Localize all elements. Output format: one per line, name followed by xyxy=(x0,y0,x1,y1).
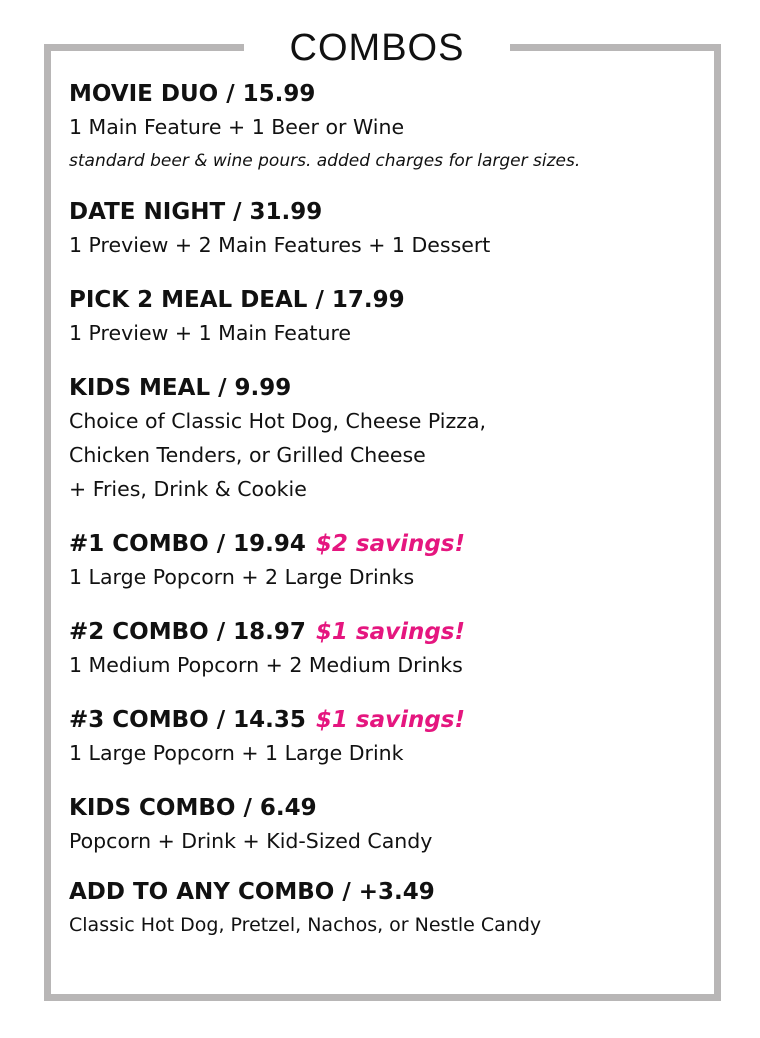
item-title: PICK 2 MEAL DEAL / 17.99 xyxy=(69,287,405,313)
menu-item-combo-2 xyxy=(69,616,699,682)
savings-badge: $1 savings! xyxy=(315,707,465,733)
item-title-row xyxy=(69,528,699,560)
item-description: 1 Preview + 2 Main Features + 1 Dessert xyxy=(69,233,491,257)
menu-title: COMBOS xyxy=(289,27,465,69)
menu-content xyxy=(69,78,699,942)
item-description: 1 Large Popcorn + 2 Large Drinks xyxy=(69,565,415,589)
item-title: #1 COMBO / 19.94 xyxy=(69,531,306,557)
item-description-line-2: Chicken Tenders, or Grilled Cheese xyxy=(69,443,426,467)
item-description: 1 Medium Popcorn + 2 Medium Drinks xyxy=(69,653,463,677)
item-description: Popcorn + Drink + Kid-Sized Candy xyxy=(69,829,433,853)
item-title: #2 COMBO / 18.97 xyxy=(69,619,306,645)
item-description: 1 Preview + 1 Main Feature xyxy=(69,321,352,345)
menu-item-add-to-any-combo xyxy=(69,876,699,942)
menu-item-kids-combo xyxy=(69,792,699,858)
menu-item-combo-3 xyxy=(69,704,699,770)
menu-item-combo-1 xyxy=(69,528,699,594)
menu-item-movie-duo xyxy=(69,78,699,178)
item-title: KIDS COMBO / 6.49 xyxy=(69,795,317,821)
item-description-line-1: Choice of Classic Hot Dog, Cheese Pizza, xyxy=(69,409,487,433)
savings-badge: $1 savings! xyxy=(315,619,465,645)
item-note: standard beer & wine pours. added charges for larger sizes. xyxy=(69,151,581,171)
item-title: ADD TO ANY COMBO / +3.49 xyxy=(69,879,435,905)
item-description: 1 Large Popcorn + 1 Large Drink xyxy=(69,741,404,765)
menu-item-date-night xyxy=(69,196,699,262)
item-title: DATE NIGHT / 31.99 xyxy=(69,199,323,225)
item-title: KIDS MEAL / 9.99 xyxy=(69,375,292,401)
item-description-line-3: + Fries, Drink & Cookie xyxy=(69,477,307,501)
item-description: 1 Main Feature + 1 Beer or Wine xyxy=(69,115,405,139)
savings-badge: $2 savings! xyxy=(315,531,465,557)
item-title-row xyxy=(69,616,699,648)
item-title: #3 COMBO / 14.35 xyxy=(69,707,306,733)
menu-item-kids-meal xyxy=(69,372,699,506)
item-title-row xyxy=(69,704,699,736)
item-title: MOVIE DUO / 15.99 xyxy=(69,81,316,107)
menu-item-pick-2-meal-deal xyxy=(69,284,699,350)
item-description: Classic Hot Dog, Pretzel, Nachos, or Nestle Candy xyxy=(69,914,542,936)
